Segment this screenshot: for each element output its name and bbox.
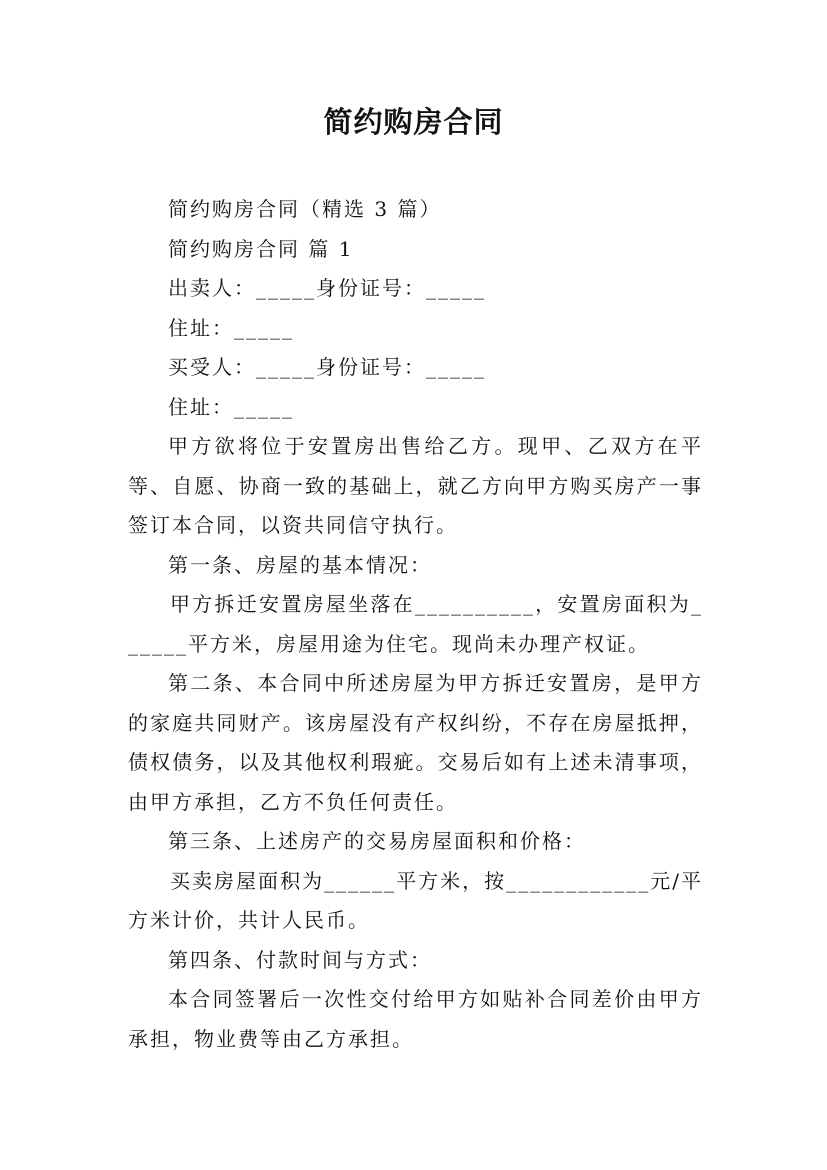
seller-address-line: 住址：_____ <box>168 315 294 340</box>
article-1-body: 甲方拆迁安置房屋坐落在__________，安置房面积为______平方米，房屋用途为住宅。现尚未办理产权证。 <box>128 592 703 656</box>
article-4-heading: 第四条、付款时间与方式： <box>168 947 432 972</box>
buyer-line: 买受人：_____身份证号：_____ <box>168 355 486 379</box>
subtitle-paragraph: 简约购房合同（精选 3 篇） <box>168 197 442 221</box>
article-3-body: 买卖房屋面积为______平方米，按____________元/平方米计价，共计人民币。 <box>128 868 703 932</box>
preamble-paragraph: 甲方欲将位于安置房出售给乙方。现甲、乙双方在平等、自愿、协商一致的基础上，就乙方向甲方购买房产一事签订本合同，以资共同信守执行。 <box>128 434 703 537</box>
article-2-paragraph: 第二条、本合同中所述房屋为甲方拆迁安置房，是甲方的家庭共同财产。该房屋没有产权纠纷，不存在房屋抵押，债权债务，以及其他权利瑕疵。交易后如有上述未清事项，由甲方承担，乙方不负任何责任。 <box>128 671 703 814</box>
seller-line: 出卖人：_____身份证号：_____ <box>168 276 486 300</box>
article-1-heading: 第一条、房屋的基本情况： <box>168 552 432 577</box>
article-4-body: 本合同签署后一次性交付给甲方如贴补合同差价由甲方承担，物业费等由乙方承担。 <box>128 987 703 1051</box>
document-body <box>128 190 703 1059</box>
document-title: 简约购房合同 <box>323 105 504 139</box>
section-heading: 简约购房合同 篇 1 <box>168 236 354 261</box>
buyer-address-line: 住址：_____ <box>168 394 294 419</box>
article-3-heading: 第三条、上述房产的交易房屋面积和价格： <box>168 829 586 853</box>
